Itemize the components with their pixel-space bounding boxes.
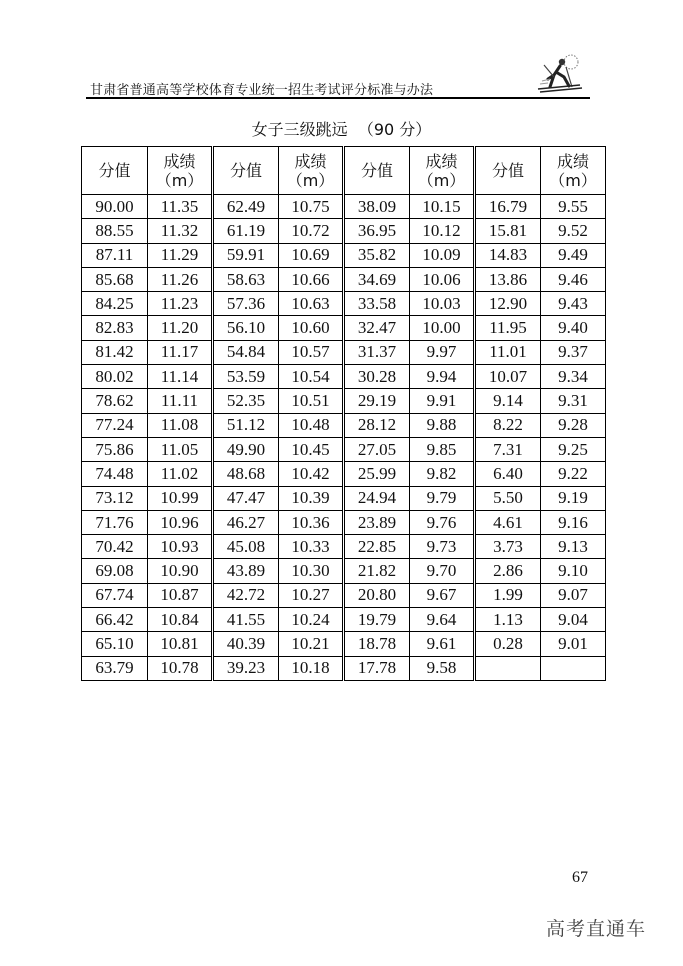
performance-cell: 10.69 bbox=[279, 243, 344, 267]
performance-cell: 11.08 bbox=[148, 413, 213, 437]
score-cell: 58.63 bbox=[213, 267, 279, 291]
table-row bbox=[82, 632, 606, 656]
performance-cell: 10.54 bbox=[279, 365, 344, 389]
score-cell: 56.10 bbox=[213, 316, 279, 340]
score-cell: 75.86 bbox=[82, 437, 148, 461]
performance-cell: 9.31 bbox=[541, 389, 606, 413]
table-row bbox=[82, 535, 606, 559]
score-cell: 6.40 bbox=[475, 462, 541, 486]
score-cell: 61.19 bbox=[213, 219, 279, 243]
performance-cell: 9.52 bbox=[541, 219, 606, 243]
header-performance-label: 成绩 bbox=[163, 151, 196, 171]
table-row bbox=[82, 340, 606, 364]
performance-cell: 10.18 bbox=[279, 656, 344, 680]
score-cell: 31.37 bbox=[344, 340, 410, 364]
score-cell: 1.99 bbox=[475, 583, 541, 607]
header-performance-unit: （m） bbox=[286, 170, 335, 190]
table-header-row bbox=[82, 147, 606, 195]
header-performance-label: 成绩 bbox=[425, 151, 458, 171]
performance-cell: 11.26 bbox=[148, 267, 213, 291]
performance-cell: 9.40 bbox=[541, 316, 606, 340]
header-score: 分值 bbox=[213, 147, 279, 195]
score-cell: 59.91 bbox=[213, 243, 279, 267]
header-score: 分值 bbox=[475, 147, 541, 195]
score-cell: 24.94 bbox=[344, 486, 410, 510]
table-title-score-note: （90 分） bbox=[357, 120, 432, 139]
score-cell: 14.83 bbox=[475, 243, 541, 267]
performance-cell: 9.34 bbox=[541, 365, 606, 389]
performance-cell: 9.73 bbox=[410, 535, 475, 559]
table-title-spacer bbox=[348, 120, 358, 139]
score-cell: 34.69 bbox=[344, 267, 410, 291]
score-cell: 45.08 bbox=[213, 535, 279, 559]
score-cell: 78.62 bbox=[82, 389, 148, 413]
score-cell: 2.86 bbox=[475, 559, 541, 583]
score-cell: 80.02 bbox=[82, 365, 148, 389]
performance-cell: 10.33 bbox=[279, 535, 344, 559]
performance-cell: 9.79 bbox=[410, 486, 475, 510]
table-title-name: 女子三级跳远 bbox=[251, 120, 348, 139]
header-score: 分值 bbox=[82, 147, 148, 195]
performance-cell: 9.37 bbox=[541, 340, 606, 364]
performance-cell: 9.97 bbox=[410, 340, 475, 364]
score-cell: 0.28 bbox=[475, 632, 541, 656]
score-cell: 11.95 bbox=[475, 316, 541, 340]
table-row bbox=[82, 195, 606, 219]
score-cell: 47.47 bbox=[213, 486, 279, 510]
header-performance bbox=[410, 147, 475, 195]
performance-cell: 10.42 bbox=[279, 462, 344, 486]
scoring-table bbox=[81, 146, 606, 681]
performance-cell: 9.13 bbox=[541, 535, 606, 559]
performance-cell: 9.55 bbox=[541, 195, 606, 219]
header-performance bbox=[148, 147, 213, 195]
performance-cell: 9.76 bbox=[410, 510, 475, 534]
score-cell: 7.31 bbox=[475, 437, 541, 461]
score-cell: 73.12 bbox=[82, 486, 148, 510]
score-cell: 10.07 bbox=[475, 365, 541, 389]
score-cell: 25.99 bbox=[344, 462, 410, 486]
performance-cell: 10.06 bbox=[410, 267, 475, 291]
performance-cell: 11.11 bbox=[148, 389, 213, 413]
score-cell: 40.39 bbox=[213, 632, 279, 656]
performance-cell: 9.70 bbox=[410, 559, 475, 583]
performance-cell: 10.15 bbox=[410, 195, 475, 219]
score-cell: 12.90 bbox=[475, 292, 541, 316]
header-performance bbox=[541, 147, 606, 195]
score-cell: 81.42 bbox=[82, 340, 148, 364]
performance-cell: 10.24 bbox=[279, 608, 344, 632]
document-header-title: 甘肃省普通高等学校体育专业统一招生考试评分标准与办法 bbox=[90, 83, 434, 98]
table-body bbox=[82, 195, 606, 681]
performance-cell: 9.10 bbox=[541, 559, 606, 583]
performance-cell: 10.84 bbox=[148, 608, 213, 632]
score-cell: 51.12 bbox=[213, 413, 279, 437]
score-cell: 63.79 bbox=[82, 656, 148, 680]
performance-cell: 9.58 bbox=[410, 656, 475, 680]
table-row bbox=[82, 656, 606, 680]
table-title bbox=[0, 117, 683, 140]
score-cell: 70.42 bbox=[82, 535, 148, 559]
score-cell: 35.82 bbox=[344, 243, 410, 267]
table-row bbox=[82, 389, 606, 413]
score-cell: 74.48 bbox=[82, 462, 148, 486]
performance-cell: 10.96 bbox=[148, 510, 213, 534]
performance-cell: 10.93 bbox=[148, 535, 213, 559]
performance-cell bbox=[541, 656, 606, 680]
performance-cell: 9.07 bbox=[541, 583, 606, 607]
performance-cell: 10.60 bbox=[279, 316, 344, 340]
performance-cell: 10.63 bbox=[279, 292, 344, 316]
skier-logo-icon bbox=[536, 53, 584, 95]
score-cell: 71.76 bbox=[82, 510, 148, 534]
performance-cell: 9.16 bbox=[541, 510, 606, 534]
performance-cell: 11.05 bbox=[148, 437, 213, 461]
score-cell: 15.81 bbox=[475, 219, 541, 243]
score-cell: 41.55 bbox=[213, 608, 279, 632]
performance-cell: 11.02 bbox=[148, 462, 213, 486]
score-cell: 84.25 bbox=[82, 292, 148, 316]
table-row bbox=[82, 462, 606, 486]
table-row bbox=[82, 510, 606, 534]
score-cell: 17.78 bbox=[344, 656, 410, 680]
performance-cell: 10.57 bbox=[279, 340, 344, 364]
performance-cell: 9.64 bbox=[410, 608, 475, 632]
table-row bbox=[82, 365, 606, 389]
table-row bbox=[82, 413, 606, 437]
score-cell: 48.68 bbox=[213, 462, 279, 486]
score-cell: 87.11 bbox=[82, 243, 148, 267]
score-cell: 11.01 bbox=[475, 340, 541, 364]
score-cell: 23.89 bbox=[344, 510, 410, 534]
header-performance-unit: （m） bbox=[155, 170, 204, 190]
performance-cell: 10.72 bbox=[279, 219, 344, 243]
header-score: 分值 bbox=[344, 147, 410, 195]
header-performance-unit: （m） bbox=[417, 170, 466, 190]
score-cell: 66.42 bbox=[82, 608, 148, 632]
performance-cell: 9.88 bbox=[410, 413, 475, 437]
performance-cell: 11.35 bbox=[148, 195, 213, 219]
performance-cell: 9.19 bbox=[541, 486, 606, 510]
score-cell: 54.84 bbox=[213, 340, 279, 364]
performance-cell: 11.32 bbox=[148, 219, 213, 243]
score-cell: 88.55 bbox=[82, 219, 148, 243]
score-cell: 53.59 bbox=[213, 365, 279, 389]
score-cell: 29.19 bbox=[344, 389, 410, 413]
performance-cell: 10.51 bbox=[279, 389, 344, 413]
score-cell: 1.13 bbox=[475, 608, 541, 632]
performance-cell: 10.36 bbox=[279, 510, 344, 534]
performance-cell: 10.99 bbox=[148, 486, 213, 510]
score-cell: 3.73 bbox=[475, 535, 541, 559]
score-cell: 57.36 bbox=[213, 292, 279, 316]
performance-cell: 9.22 bbox=[541, 462, 606, 486]
performance-cell: 9.49 bbox=[541, 243, 606, 267]
score-cell: 46.27 bbox=[213, 510, 279, 534]
score-cell: 18.78 bbox=[344, 632, 410, 656]
performance-cell: 9.01 bbox=[541, 632, 606, 656]
performance-cell: 10.87 bbox=[148, 583, 213, 607]
performance-cell: 10.21 bbox=[279, 632, 344, 656]
score-cell: 69.08 bbox=[82, 559, 148, 583]
score-cell bbox=[475, 656, 541, 680]
performance-cell: 10.39 bbox=[279, 486, 344, 510]
table-row bbox=[82, 559, 606, 583]
score-cell: 43.89 bbox=[213, 559, 279, 583]
performance-cell: 10.00 bbox=[410, 316, 475, 340]
page-number: 67 bbox=[572, 869, 588, 886]
performance-cell: 11.17 bbox=[148, 340, 213, 364]
performance-cell: 9.94 bbox=[410, 365, 475, 389]
score-cell: 77.24 bbox=[82, 413, 148, 437]
score-cell: 39.23 bbox=[213, 656, 279, 680]
table-row bbox=[82, 583, 606, 607]
performance-cell: 10.48 bbox=[279, 413, 344, 437]
score-cell: 38.09 bbox=[344, 195, 410, 219]
score-cell: 19.79 bbox=[344, 608, 410, 632]
watermark-text: 高考直通车 bbox=[546, 918, 647, 940]
header-performance-unit: （m） bbox=[549, 170, 597, 190]
header-performance bbox=[279, 147, 344, 195]
table-row bbox=[82, 437, 606, 461]
score-cell: 4.61 bbox=[475, 510, 541, 534]
score-cell: 36.95 bbox=[344, 219, 410, 243]
score-cell: 28.12 bbox=[344, 413, 410, 437]
performance-cell: 9.04 bbox=[541, 608, 606, 632]
score-cell: 20.80 bbox=[344, 583, 410, 607]
performance-cell: 10.90 bbox=[148, 559, 213, 583]
score-cell: 30.28 bbox=[344, 365, 410, 389]
performance-cell: 10.30 bbox=[279, 559, 344, 583]
performance-cell: 10.78 bbox=[148, 656, 213, 680]
performance-cell: 9.43 bbox=[541, 292, 606, 316]
header-divider bbox=[86, 97, 590, 99]
score-cell: 82.83 bbox=[82, 316, 148, 340]
score-cell: 85.68 bbox=[82, 267, 148, 291]
score-cell: 52.35 bbox=[213, 389, 279, 413]
performance-cell: 10.75 bbox=[279, 195, 344, 219]
score-cell: 16.79 bbox=[475, 195, 541, 219]
performance-cell: 10.45 bbox=[279, 437, 344, 461]
performance-cell: 9.46 bbox=[541, 267, 606, 291]
score-cell: 33.58 bbox=[344, 292, 410, 316]
score-cell: 9.14 bbox=[475, 389, 541, 413]
performance-cell: 9.85 bbox=[410, 437, 475, 461]
performance-cell: 11.20 bbox=[148, 316, 213, 340]
table-row bbox=[82, 316, 606, 340]
performance-cell: 9.67 bbox=[410, 583, 475, 607]
score-cell: 49.90 bbox=[213, 437, 279, 461]
header-performance-label: 成绩 bbox=[556, 151, 589, 171]
performance-cell: 11.14 bbox=[148, 365, 213, 389]
score-cell: 5.50 bbox=[475, 486, 541, 510]
performance-cell: 9.28 bbox=[541, 413, 606, 437]
performance-cell: 10.66 bbox=[279, 267, 344, 291]
score-cell: 67.74 bbox=[82, 583, 148, 607]
header-performance-label: 成绩 bbox=[294, 151, 327, 171]
score-cell: 62.49 bbox=[213, 195, 279, 219]
performance-cell: 9.82 bbox=[410, 462, 475, 486]
table-row bbox=[82, 486, 606, 510]
score-cell: 22.85 bbox=[344, 535, 410, 559]
table-row bbox=[82, 608, 606, 632]
performance-cell: 9.61 bbox=[410, 632, 475, 656]
score-cell: 90.00 bbox=[82, 195, 148, 219]
performance-cell: 10.81 bbox=[148, 632, 213, 656]
performance-cell: 10.12 bbox=[410, 219, 475, 243]
table-row bbox=[82, 267, 606, 291]
table-row bbox=[82, 243, 606, 267]
performance-cell: 9.25 bbox=[541, 437, 606, 461]
table-row bbox=[82, 219, 606, 243]
score-cell: 42.72 bbox=[213, 583, 279, 607]
score-cell: 21.82 bbox=[344, 559, 410, 583]
score-cell: 27.05 bbox=[344, 437, 410, 461]
performance-cell: 9.91 bbox=[410, 389, 475, 413]
score-cell: 65.10 bbox=[82, 632, 148, 656]
performance-cell: 10.09 bbox=[410, 243, 475, 267]
score-cell: 13.86 bbox=[475, 267, 541, 291]
performance-cell: 10.27 bbox=[279, 583, 344, 607]
score-cell: 8.22 bbox=[475, 413, 541, 437]
table-row bbox=[82, 292, 606, 316]
performance-cell: 11.23 bbox=[148, 292, 213, 316]
score-cell: 32.47 bbox=[344, 316, 410, 340]
performance-cell: 11.29 bbox=[148, 243, 213, 267]
performance-cell: 10.03 bbox=[410, 292, 475, 316]
